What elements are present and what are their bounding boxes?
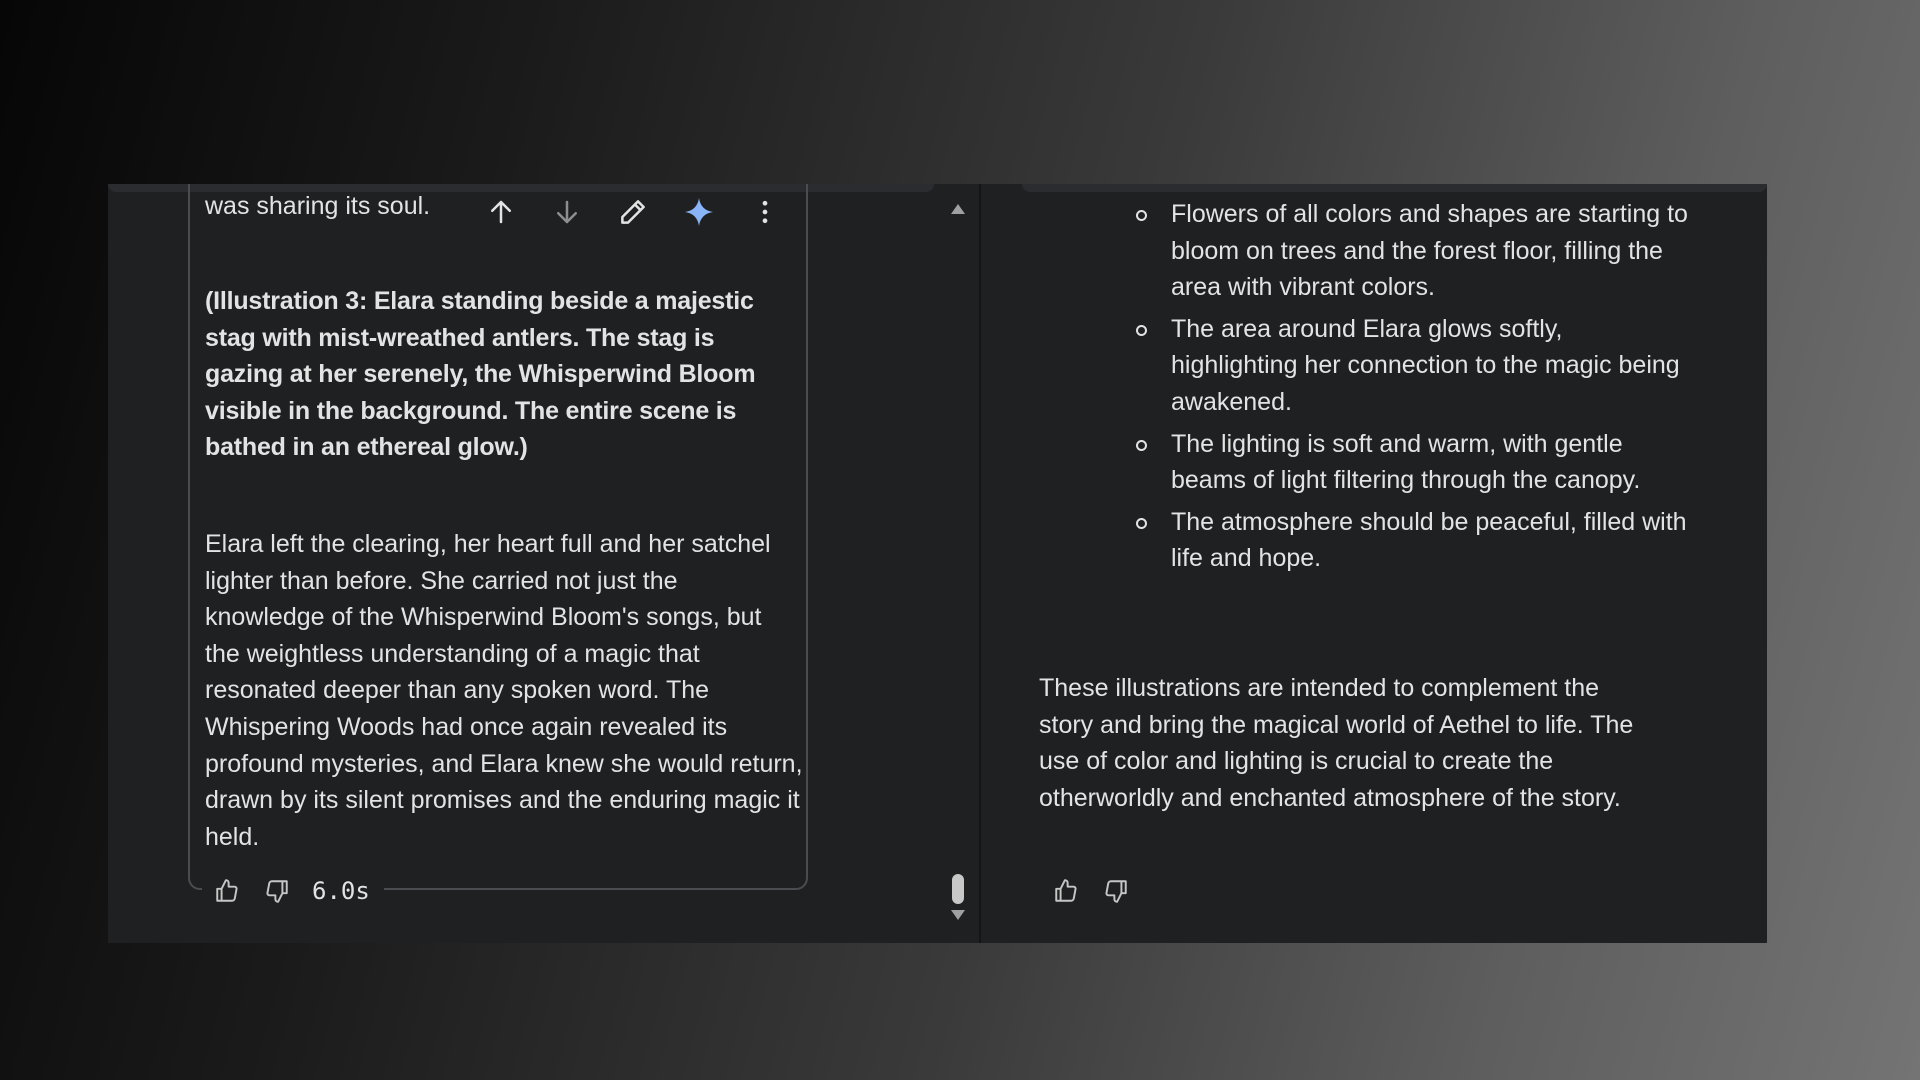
move-down-button[interactable] (534, 184, 600, 240)
thumbs-up-icon (214, 878, 240, 904)
response-card (188, 184, 808, 890)
right-response-panel (981, 184, 1767, 943)
thumbs-down-icon (264, 878, 290, 904)
more-vertical-icon (750, 197, 780, 227)
more-options-button[interactable] (732, 184, 798, 240)
right-feedback-bar (1041, 871, 1141, 911)
thumbs-down-icon (1103, 878, 1129, 904)
left-response-panel (108, 184, 979, 943)
thumbs-up-button[interactable] (1041, 871, 1091, 911)
illustration-caption: (Illustration 3: Elara standing beside a majestic stag with mist-wreathed antlers. The stag is gazing at her serenely, the Whisperwind Bloom visible in the background. The entire scene is bathed in an ethereal glow.) (205, 287, 756, 462)
edit-button[interactable] (600, 184, 666, 240)
arrow-down-icon (552, 197, 582, 227)
thumbs-up-button[interactable] (202, 871, 252, 911)
left-feedback-bar (202, 871, 384, 911)
scrollbar-thumb[interactable] (952, 874, 964, 904)
response-time-label: 6.0s (312, 877, 370, 905)
response-toolbar (468, 184, 798, 240)
response-text-top: was sharing its soul. (205, 192, 431, 220)
scroll-up-arrow-icon[interactable] (950, 202, 966, 216)
arrow-up-icon (486, 197, 516, 227)
scroll-down-arrow-icon[interactable] (950, 908, 966, 922)
list-item: The atmosphere should be peaceful, filled with life and hope. (1131, 504, 1691, 577)
thumbs-down-button[interactable] (252, 871, 302, 911)
comparison-window (108, 184, 1767, 943)
list-item: The lighting is soft and warm, with gentle beams of light filtering through the canopy. (1131, 426, 1691, 499)
list-item: The area around Elara glows softly, highlighting her connection to the magic being awakened. (1131, 311, 1691, 421)
sparkle-icon (683, 196, 715, 228)
closing-paragraph: These illustrations are intended to complement the story and bring the magical world of Aethel to life. The use of color and lighting is crucial to create the otherworldly and enchanted atmosphere of the story. (1039, 674, 1634, 812)
illustration-details-list (1131, 196, 1691, 582)
thumbs-down-button[interactable] (1091, 871, 1141, 911)
thumbs-up-icon (1053, 878, 1079, 904)
scrollbar[interactable] (948, 202, 968, 922)
move-up-button[interactable] (468, 184, 534, 240)
rerun-button[interactable] (666, 184, 732, 240)
story-ending-paragraph: Elara left the clearing, her heart full and her satchel lighter than before. She carried not just the knowledge of the Whisperwind Bloom's songs, but the weightless understanding of a magic that resonated deeper than any spoken word. The Whispering Woods had once again revealed its profound mysteries, and Elara knew she would return, drawn by its silent promises and the enduring magic it held. (205, 530, 803, 851)
pencil-icon (618, 197, 648, 227)
list-item: Flowers of all colors and shapes are starting to bloom on trees and the forest floor, filling the area with vibrant colors. (1131, 196, 1691, 306)
